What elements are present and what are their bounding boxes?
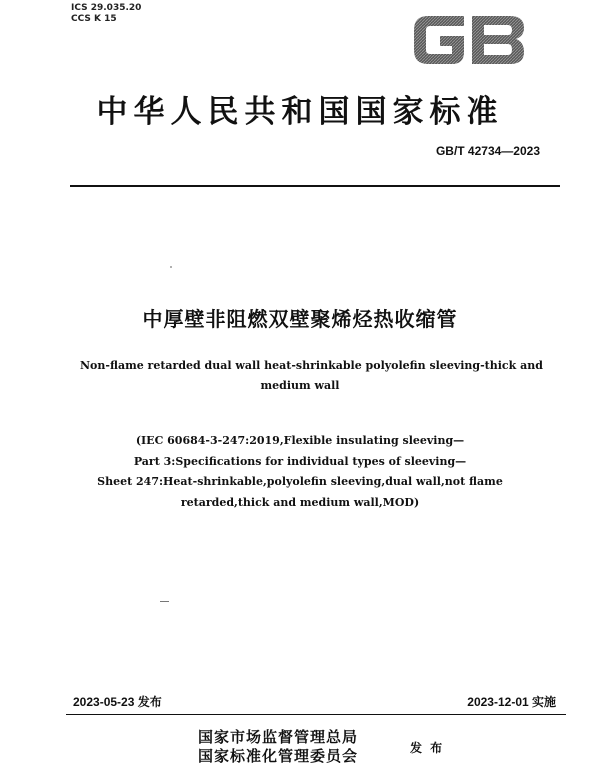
scan-speck [170,266,172,268]
publish-label: 发 布 [410,741,445,755]
document-title-chinese: 中厚壁非阻燃双壁聚烯烃热收缩管 [142,307,458,331]
header-divider [70,185,560,187]
ccs-code: CCS K 15 [71,14,117,24]
issuing-authorities [198,728,358,766]
implement-date: 2023-12-01 实施 [467,695,556,709]
english-title-line: medium wall [260,379,340,392]
standard-number: GB/T 42734—2023 [435,144,540,158]
issue-date: 2023-05-23 发布 [73,695,162,709]
gb-logo-text: GB [466,65,472,69]
gb-logo-icon [410,10,528,70]
iec-line: Part 3:Specifications for individual types of sleeving— [133,454,467,468]
issuer-line: 国家市场监督管理总局 [198,728,359,746]
standard-title: 中华人民共和国国家标准 [96,94,504,130]
iec-line: retarded,thick and medium wall,MOD) [180,495,420,509]
english-title-line: Non-flame retarded dual wall heat-shrinkable polyolefin sleeving-thick and [80,359,543,372]
iec-line: (IEC 60684-3-247:2019,Flexible insulating sleeving— [135,434,465,447]
iec-line: Sheet 247:Heat-shrinkable,polyolefin sleeving,dual wall,not flame [97,475,503,488]
ics-code: ICS 29.035.20 [71,3,142,13]
document-title-english [80,356,543,396]
scan-mark [160,601,169,602]
classification-codes [71,3,141,25]
footer-divider [66,714,566,715]
issuer-line: 国家标准化管理委员会 [198,747,359,765]
iec-reference [70,431,530,513]
